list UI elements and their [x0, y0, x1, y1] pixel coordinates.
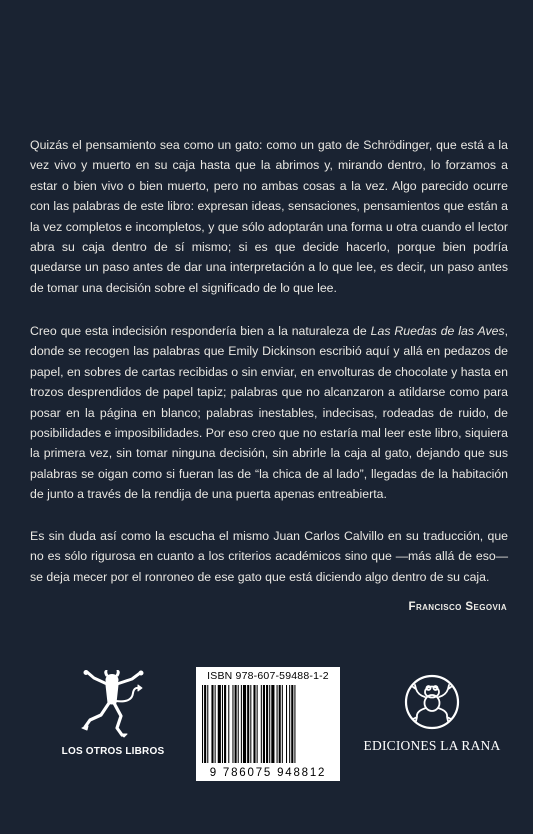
blurb-paragraph-1: Quizás el pensamiento sea como un gato: como un gato de Schrödinger, que está a la vez vivo y muerto en su caja hasta que la abrimos y, mirando dentro, lo forzamos a estar o bien vivo o bien muerto, pero no ambas cosas a la vez. Algo parecido ocurre con las palabras de este libro: expresan ideas, sensaciones, pensamientos que están a la vez completos e incompletos, y que sólo adoptarán una forma u otra cuando el lector abra su caja dentro de sí mismo; si es que decide hacerlo, porque bien podría quedarse un paso antes de dar una interpretación a lo que lee, es decir, un paso antes de tomar una decisión sobre el significado de lo que lee. — [30, 138, 508, 295]
author-signature: Francisco Segovia — [408, 601, 507, 613]
frog-in-circle-icon — [403, 673, 461, 731]
dancing-devil-figure-icon — [76, 670, 150, 738]
publisher-logo-los-otros-libros — [48, 670, 178, 757]
barcode-bars-icon — [202, 685, 334, 763]
blurb-paragraph-2-rest: , donde se recogen las palabras que Emily Dickinson escribió aquí y allá en pedazos de papel, en sobres de cartas recibidas o sin enviar, en envolturas de chocolate y hasta en trozos desprendidos de papel tapiz; palabras que no alcanzaron a atildarse como para posar en la página en blanco; palabras inestables, indecisas, rodeadas de ruido, de posibilidades e imposibilidades. Por eso creo que no estaría mal leer este libro, siquiera la primera vez, sin tomar ninguna decisión, sin abrirle la caja al gato, dejando que sus palabras se oigan como si fueran las de “la chica de al lado”, llegadas de la habitación de junto a través de la rendija de una puerta apenas entreabierta. — [30, 324, 509, 502]
blurb-paragraph-3: Es sin duda así como la escucha el mismo Juan Carlos Calvillo en su traducción, que no es sólo rigurosa en cuanto a los criterios académicos sino que —más allá de eso— se deja mecer por el ronroneo de ese gato que está diciendo algo dentro de su caja. — [30, 529, 508, 584]
publisher-name-right: EDICIONES LA RANA — [363, 738, 501, 753]
publisher-name-left: LOS OTROS LIBROS — [61, 746, 165, 757]
barcode-digits: 9 786075 948812 — [209, 767, 327, 779]
isbn-label: ISBN 978-607-59488-1-2 — [207, 670, 329, 682]
blurb-paragraph-2 — [30, 321, 508, 505]
isbn-barcode — [196, 667, 340, 781]
publisher-logo-ediciones-la-rana — [357, 673, 507, 754]
book-title: Las Ruedas de las Aves — [370, 324, 505, 338]
blurb-paragraph-2-lead: Creo que esta indecisión respondería bien a la naturaleza de — [30, 324, 371, 338]
